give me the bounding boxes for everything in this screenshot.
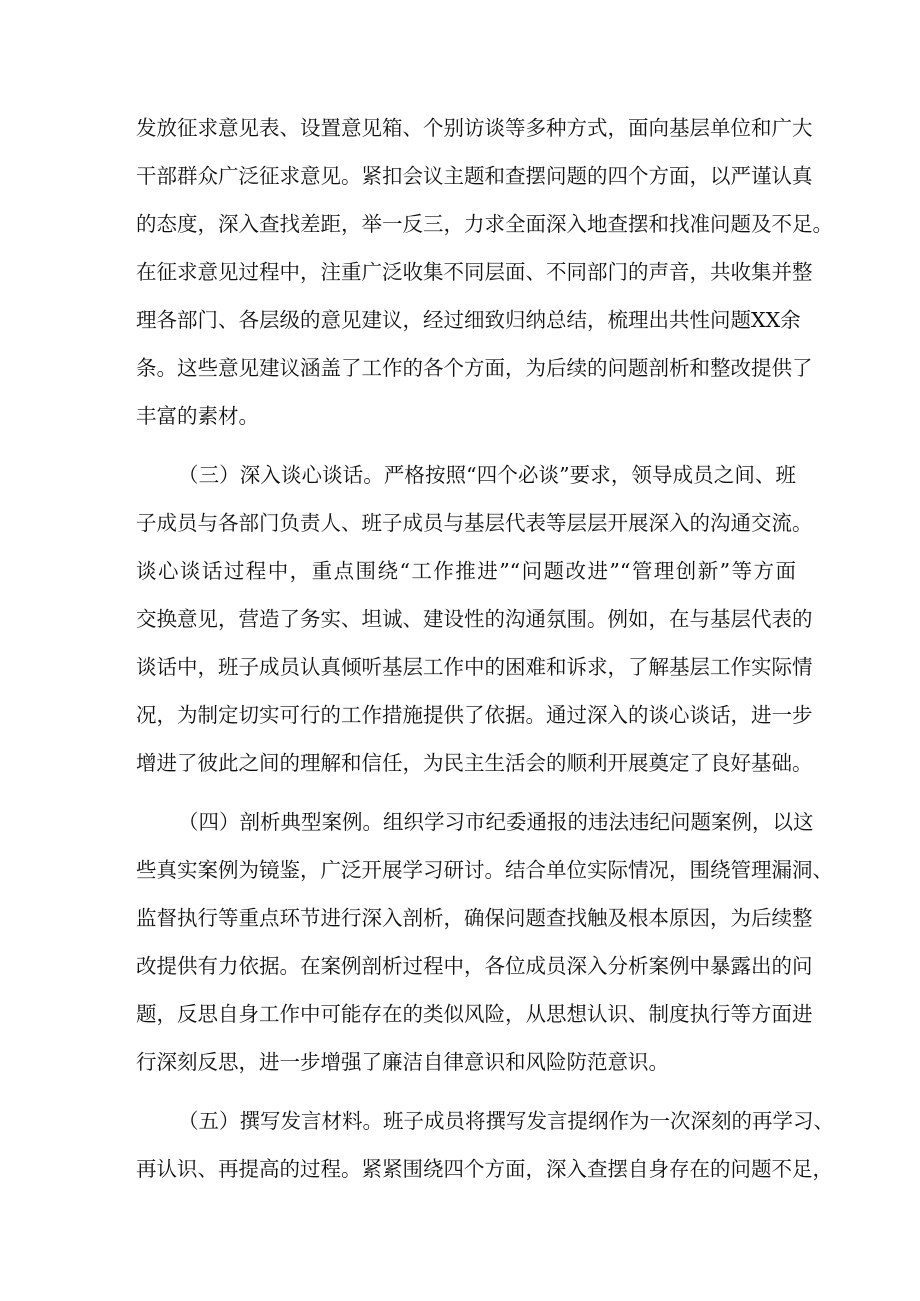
- paragraph-1-line-1: 发放征求意见表、设置意见箱、个别访谈等多种方式，面向基层单位和广大: [136, 116, 813, 140]
- paragraph-1-line-3: 的态度，深入查找差距，举一反三，力求全面深入地查摆和找准问题及不足。: [136, 212, 833, 236]
- paragraph-2-line-3: 谈心谈话过程中，重点围绕“工作推进”“问题改进”“管理创新”等方面: [136, 559, 796, 583]
- paragraph-2-line-6: 况，为制定切实可行的工作措施提供了依据。通过深入的谈心谈话，进一步: [136, 703, 813, 727]
- paragraph-3-line-5: 题，反思自身工作中可能存在的类似风险，从思想认识、制度执行等方面进: [136, 1002, 813, 1026]
- paragraph-4-line-2: 再认识、再提高的过程。紧紧围绕四个方面，深入查摆自身存在的问题不足，: [136, 1157, 833, 1181]
- paragraph-2-line-4: 交换意见，营造了务实、坦诚、建设性的沟通氛围。例如，在与基层代表的: [136, 607, 813, 631]
- paragraph-2-line-5: 谈话中，班子成员认真倾听基层工作中的困难和诉求，了解基层工作实际情: [136, 655, 813, 679]
- paragraph-1-line-2: 干部群众广泛征求意见。紧扣会议主题和查摆问题的四个方面，以严谨认真: [136, 164, 813, 188]
- paragraph-1-line-6: 条。这些意见建议涵盖了工作的各个方面，为后续的问题剖析和整改提供了: [136, 356, 813, 380]
- paragraph-3-line-2: 些真实案例为镜鉴，广泛开展学习研讨。结合单位实际情况，围绕管理漏洞、: [136, 858, 833, 882]
- paragraph-2-line-7: 增进了彼此之间的理解和信任，为民主生活会的顺利开展奠定了良好基础。: [136, 751, 813, 775]
- paragraph-1-line-5: 理各部门、各层级的意见建议，经过细致归纳总结，梳理出共性问题XX余: [136, 308, 801, 332]
- paragraph-1-line-4: 在征求意见过程中，注重广泛收集不同层面、不同部门的声音，共收集并整: [136, 260, 813, 284]
- paragraph-2-line-2: 子成员与各部门负责人、班子成员与基层代表等层层开展深入的沟通交流。: [136, 511, 813, 535]
- paragraph-3-line-3: 监督执行等重点环节进行深入剖析，确保问题查找触及根本原因，为后续整: [136, 906, 813, 930]
- paragraph-3-line-4: 改提供有力依据。在案例剖析过程中，各位成员深入分析案例中暴露出的问: [136, 954, 813, 978]
- paragraph-2-line-1: （三）深入谈心谈话。严格按照“四个必谈”要求，领导成员之间、班: [178, 463, 796, 487]
- paragraph-4-line-1: （五）撰写发言材料。班子成员将撰写发言提纲作为一次深刻的再学习、: [178, 1109, 834, 1133]
- paragraph-1-line-7: 丰富的素材。: [136, 404, 259, 428]
- paragraph-3-line-1: （四）剖析典型案例。组织学习市纪委通报的违法违纪问题案例，以这: [178, 810, 814, 834]
- paragraph-3-line-6: 行深刻反思，进一步增强了廉洁自律意识和风险防范意识。: [136, 1050, 669, 1074]
